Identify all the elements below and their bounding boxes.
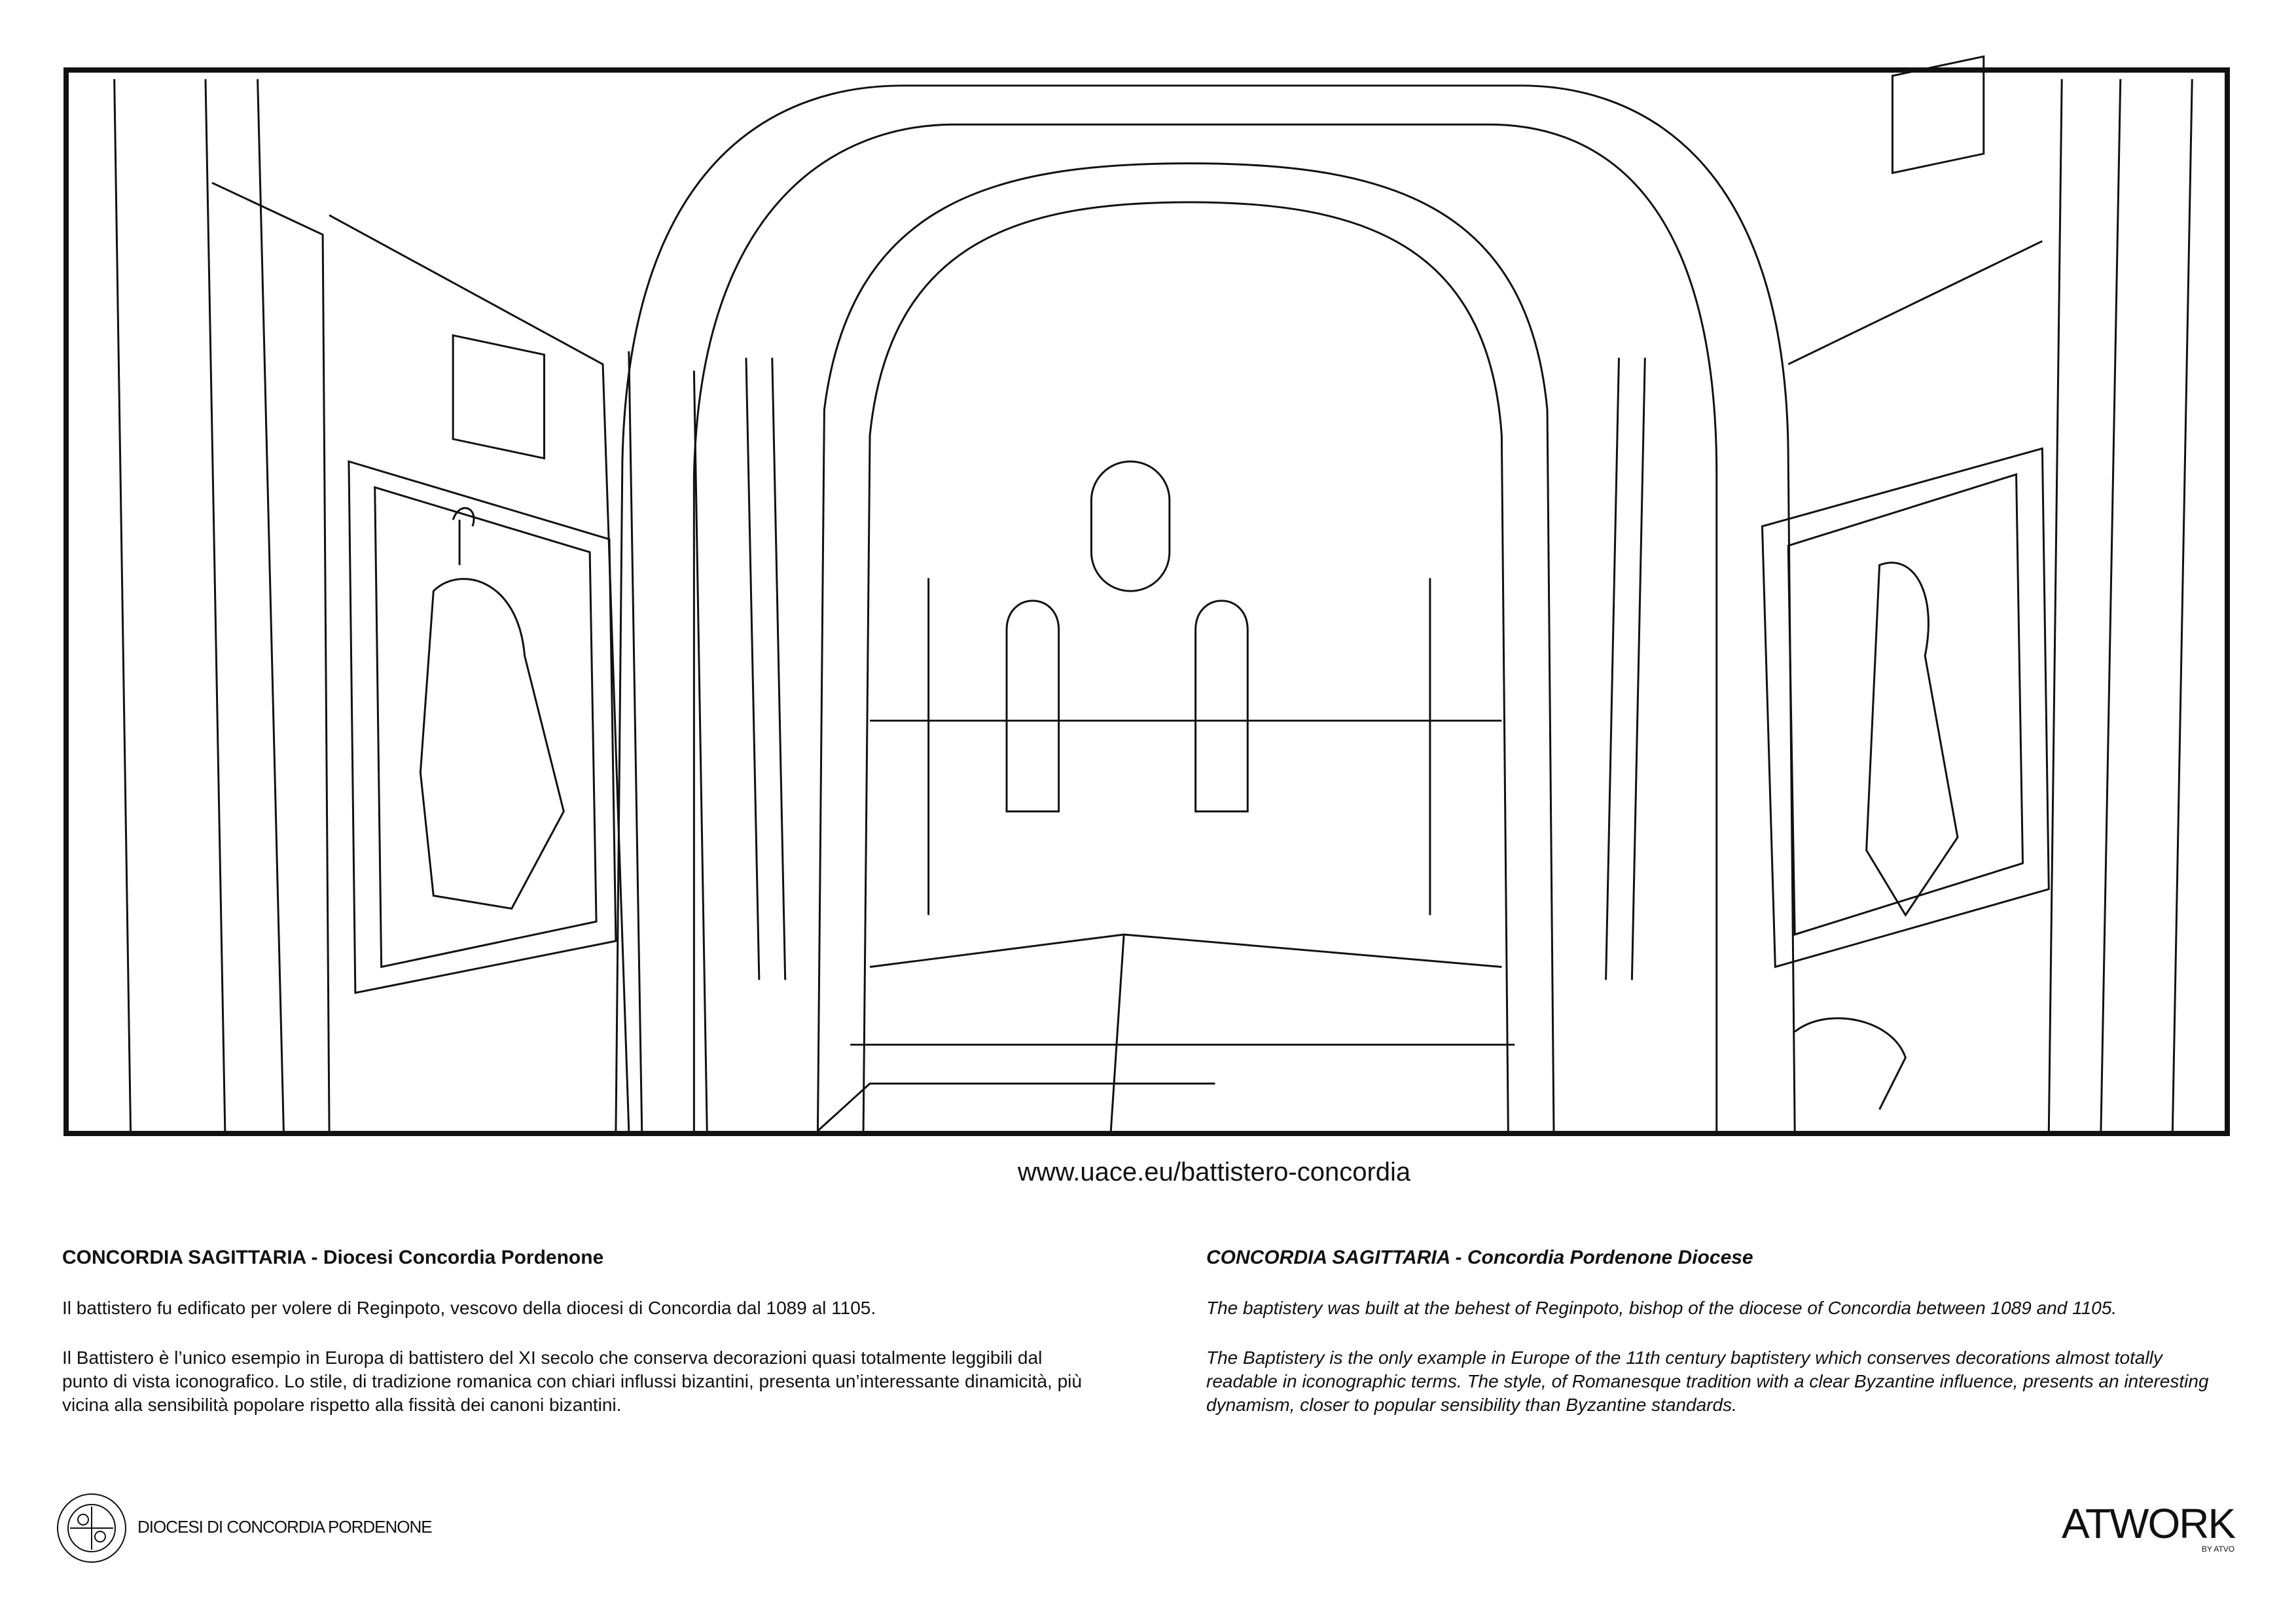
- atwork-wordmark: ATWORK: [2062, 1500, 2235, 1547]
- italian-paragraph-1: Il battistero fu edificato per volere di Reginpoto, vescovo della diocesi di Concordia dal 1089 al 1105.: [62, 1298, 876, 1318]
- english-paragraph-1: The baptistery was built at the behest of Reginpoto, bishop of the diocese of Concordia between 1089 and 1105.: [1206, 1298, 2117, 1318]
- italian-text-column: [62, 1247, 1083, 1443]
- baptistery-line-drawing: [69, 73, 2225, 1131]
- english-paragraph-2: The Baptistery is the only example in Europe of the 11th century baptistery which conserves decorations almost totally readable in iconographic terms. The style, of Romanesque tradition with a clear Byzantine influence, presents an interesting dynamism, closer to popular sensibility than Byzantine standards.: [1206, 1347, 2209, 1415]
- italian-title: CONCORDIA SAGITTARIA - Diocesi Concordia Pordenone: [62, 1247, 604, 1268]
- english-text-column: [1206, 1247, 2227, 1443]
- url-caption: www.uace.eu/battistero-concordia: [985, 1158, 1443, 1187]
- diocese-label: DIOCESI DI CONCORDIA PORDENONE: [137, 1517, 432, 1537]
- english-title: CONCORDIA SAGITTARIA - Concordia Pordenone Diocese: [1206, 1247, 1753, 1268]
- coloring-illustration: [63, 67, 2230, 1186]
- italian-paragraph-2: Il Battistero è l’unico esempio in Europa di battistero del XI secolo che conserva decorazioni quasi totalmente leggibili dal punto di vista iconografico. Lo stile, di tradizione romanica con chiari influssi bizantini, presenta un’interessante dinamicità, più vicina alla sensibilità popolare rispetto alla fissità dei canoni bizantini.: [62, 1347, 1082, 1415]
- atwork-byline: BY ATVO: [2201, 1544, 2235, 1554]
- atwork-logo: [2062, 1500, 2235, 1554]
- diocese-seal-logo: [56, 1492, 128, 1564]
